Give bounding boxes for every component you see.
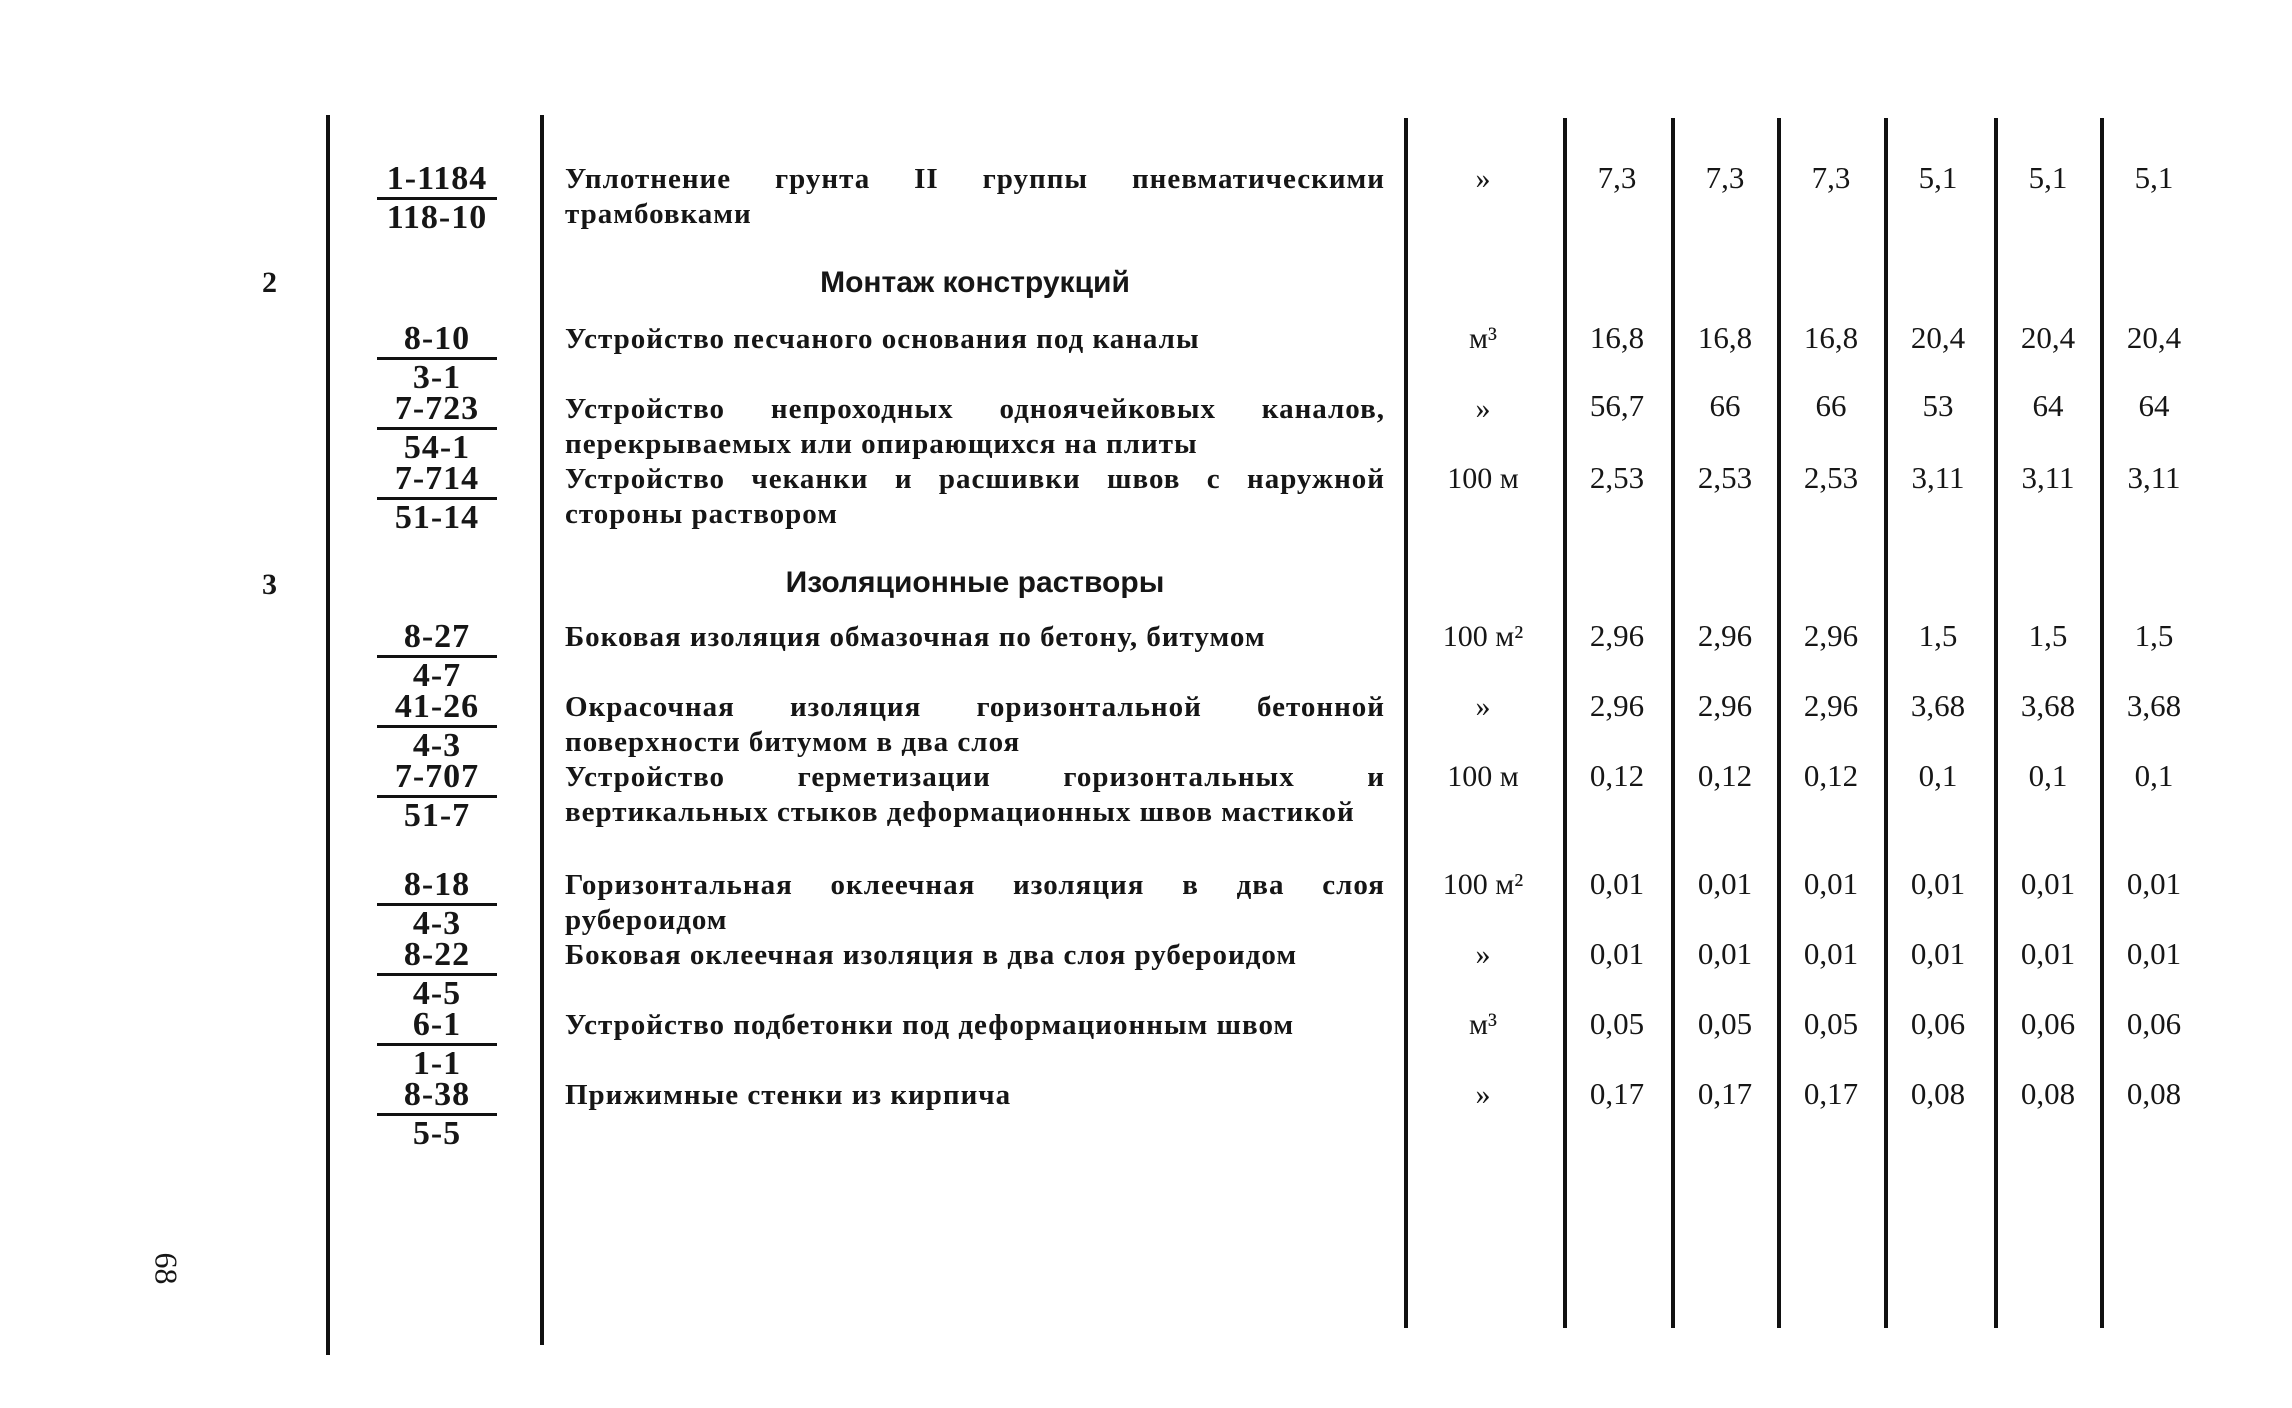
value-cell: 0,01 [1697,866,1753,901]
code-top: 8-38 [403,1076,471,1113]
value-cell: 66 [1815,388,1847,423]
value-cell: 0,06 [2020,1006,2076,1041]
unit: » [1475,690,1491,723]
code-top: 6-1 [412,1006,462,1043]
value-cell: 64 [2032,388,2064,423]
value-cell: 0,17 [1589,1076,1645,1111]
code-top: 8-18 [403,866,471,903]
value-cell: 0,05 [1697,1006,1753,1041]
value-cell: 20,4 [2020,320,2076,355]
value-cell: 3,68 [2126,688,2182,723]
code-top: 41-26 [394,688,480,725]
value-cell: 0,01 [1697,936,1753,971]
value-cell: 0,01 [1803,936,1859,971]
value-cell: 0,01 [1910,936,1966,971]
unit: 100 м² [1442,868,1524,901]
code-top: 7-723 [394,390,480,427]
value-cell: 0,01 [2020,866,2076,901]
column-rule [326,115,330,1355]
value-cell: 0,12 [1589,758,1645,793]
work-description: Устройство песчаного основания под каналы [565,323,1200,355]
value-cell: 2,96 [1803,688,1859,723]
work-description: Боковая изоляция обмазочная по бетону, битумом [565,621,1266,653]
code-bottom: 3-1 [412,359,462,396]
value-cell: 7,3 [1811,160,1851,195]
code-top: 8-27 [403,618,471,655]
value-cell: 16,8 [1697,320,1753,355]
unit: 100 м [1447,462,1519,495]
value-cell: 0,17 [1697,1076,1753,1111]
value-cell: 0,01 [1589,866,1645,901]
value-cell: 1,5 [2134,618,2174,653]
norm-code [362,392,512,465]
column-rule [540,115,544,1345]
value-cell: 0,1 [2134,758,2174,793]
value-cell: 0,05 [1803,1006,1859,1041]
unit: » [1475,938,1491,971]
value-cell: 56,7 [1589,388,1645,423]
code-top: 7-707 [394,758,480,795]
section-number: 3 [262,568,278,601]
code-top: 7-714 [394,460,480,497]
value-cell: 3,11 [2127,460,2181,495]
value-cell: 2,96 [1803,618,1859,653]
work-description: Устройство герметизации горизонтальных и вертикальных стыков деформационных швов мастикой [565,761,1385,828]
value-cell: 0,01 [1910,866,1966,901]
norm-code [362,868,512,941]
value-cell: 2,96 [1697,618,1753,653]
value-cell: 0,08 [2126,1076,2182,1111]
code-bottom: 1-1 [412,1045,462,1082]
unit: » [1475,392,1491,425]
norm-code [362,690,512,763]
value-cell: 20,4 [2126,320,2182,355]
work-description: Прижимные стенки из кирпича [565,1079,1012,1111]
value-cell: 3,68 [1910,688,1966,723]
value-cell: 2,96 [1589,688,1645,723]
code-bottom: 4-3 [412,727,462,764]
value-cell: 2,53 [1697,460,1753,495]
value-cell: 0,01 [1589,936,1645,971]
value-cell: 0,1 [1918,758,1958,793]
code-bottom: 118-10 [386,199,488,236]
value-cell: 0,08 [2020,1076,2076,1111]
value-cell: 0,06 [2126,1006,2182,1041]
work-description: Устройство подбетонки под деформационным швом [565,1009,1295,1041]
code-bottom: 5-5 [412,1115,462,1152]
value-cell: 66 [1709,388,1741,423]
work-description: Окрасочная изоляция горизонтальной бетонной поверхности битумом в два слоя [565,691,1385,758]
value-cell: 0,06 [1910,1006,1966,1041]
work-description: Горизонтальная оклеечная изоляция в два слоя рубероидом [565,869,1385,936]
value-cell: 20,4 [1910,320,1966,355]
work-description: Устройство чеканки и расшивки швов с наружной стороны раствором [565,463,1385,530]
unit: 100 м [1447,760,1519,793]
unit: 100 м² [1442,620,1524,653]
value-cell: 0,12 [1697,758,1753,793]
norm-code [362,162,512,235]
code-bottom: 51-14 [394,499,480,536]
value-cell: 2,96 [1589,618,1645,653]
norm-code [362,938,512,1011]
value-cell: 16,8 [1589,320,1645,355]
code-top: 1-1184 [386,160,488,197]
value-cell: 53 [1922,388,1954,423]
value-cell: 16,8 [1803,320,1859,355]
section-title: Изоляционные растворы [785,566,1165,599]
value-cell: 7,3 [1597,160,1637,195]
value-cell: 3,11 [2021,460,2075,495]
code-top: 8-22 [403,936,471,973]
value-cell: 0,01 [1803,866,1859,901]
value-cell: 5,1 [2028,160,2068,195]
value-cell: 7,3 [1705,160,1745,195]
value-cell: 2,53 [1589,460,1645,495]
value-cell: 0,01 [2020,936,2076,971]
unit: » [1475,1078,1491,1111]
value-cell: 3,68 [2020,688,2076,723]
value-cell: 0,1 [2028,758,2068,793]
value-cell: 0,01 [2126,866,2182,901]
work-description: Устройство непроходных одноячейковых каналов, перекрываемых или опирающихся на плиты [565,393,1385,460]
norm-code [362,760,512,833]
value-cell: 64 [2138,388,2170,423]
value-cell: 2,96 [1697,688,1753,723]
norm-code [362,1078,512,1151]
norm-code [362,1008,512,1081]
code-bottom: 54-1 [403,429,471,466]
value-cell: 2,53 [1803,460,1859,495]
unit: » [1475,162,1491,195]
value-cell: 0,01 [2126,936,2182,971]
value-cell: 5,1 [1918,160,1958,195]
value-cell: 5,1 [2134,160,2174,195]
code-bottom: 4-3 [412,905,462,942]
code-bottom: 4-7 [412,657,462,694]
norm-code [362,462,512,535]
value-cell: 0,05 [1589,1006,1645,1041]
value-cell: 0,08 [1910,1076,1966,1111]
value-cell: 0,17 [1803,1076,1859,1111]
section-number: 2 [262,266,278,299]
value-cell: 3,11 [1911,460,1965,495]
unit: м³ [1469,1008,1497,1041]
section-title: Монтаж конструкций [820,266,1130,299]
norm-code [362,620,512,693]
value-cell: 0,12 [1803,758,1859,793]
code-bottom: 4-5 [412,975,462,1012]
value-cell: 1,5 [2028,618,2068,653]
page-number: 68 [148,1252,185,1285]
norm-code [362,322,512,395]
work-description: Боковая оклеечная изоляция в два слоя рубероидом [565,939,1298,971]
value-cell: 1,5 [1918,618,1958,653]
code-top: 8-10 [403,320,471,357]
unit: м³ [1469,322,1497,355]
code-bottom: 51-7 [403,797,471,834]
work-description: Уплотнение грунта II группы пневматическими трамбовками [565,163,1385,230]
